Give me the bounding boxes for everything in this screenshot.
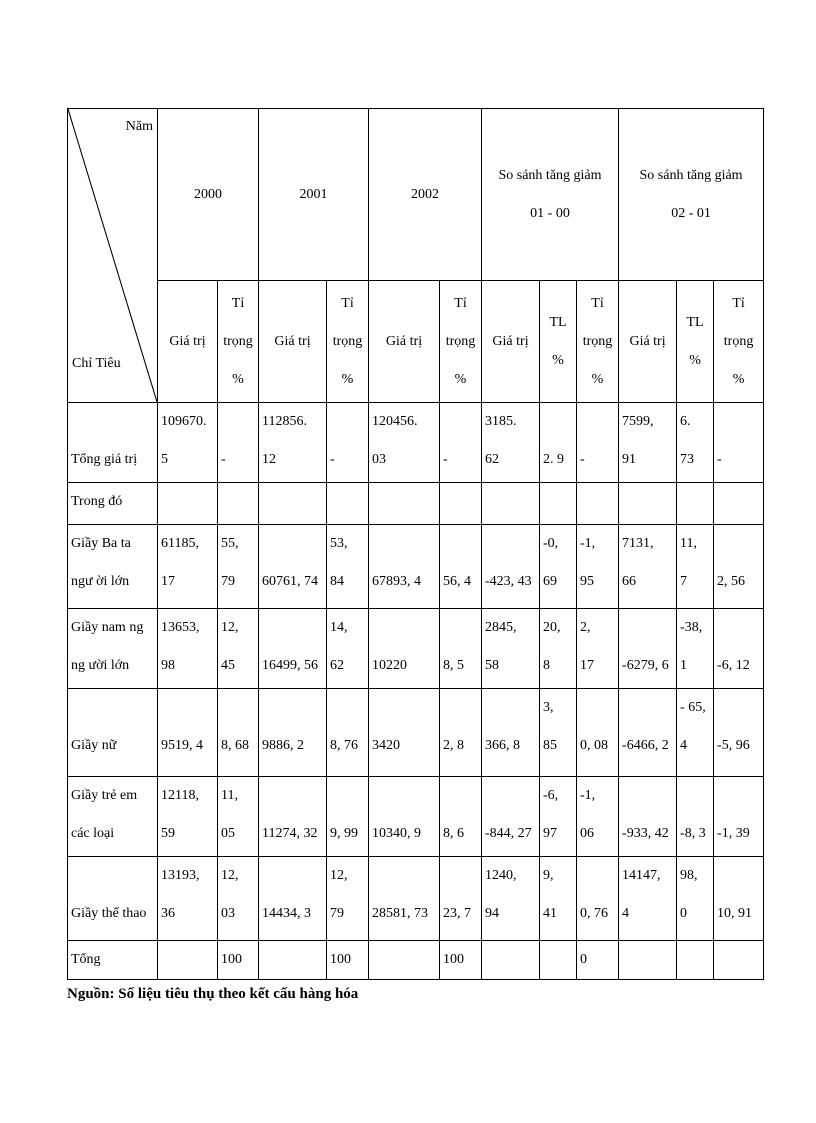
table-cell: -6, 12	[714, 609, 764, 689]
table-cell: 2, 56	[714, 525, 764, 609]
table-row	[68, 941, 764, 980]
table-cell: 11, 7	[677, 525, 714, 609]
subheader-row	[68, 281, 764, 403]
table-cell: 14147, 4	[619, 857, 677, 941]
table-cell: 60761, 74	[259, 525, 327, 609]
table-cell: 12118, 59	[158, 777, 218, 857]
table-cell	[158, 483, 218, 525]
table-cell: 0, 76	[577, 857, 619, 941]
table-cell: -5, 96	[714, 689, 764, 777]
row-label: Tổng	[68, 941, 158, 980]
table-cell: 28581, 73	[369, 857, 440, 941]
subheader-value: Giá trị	[482, 281, 540, 403]
table-row	[68, 609, 764, 689]
year-2000-header: 2000	[158, 109, 259, 281]
table-cell	[440, 483, 482, 525]
table-cell: 120456. 03	[369, 403, 440, 483]
table-cell: 2, 17	[577, 609, 619, 689]
source-note: Nguồn: Số liệu tiêu thụ theo kết cấu hàng hóa	[67, 986, 359, 1002]
table-cell: 109670. 5	[158, 403, 218, 483]
table-cell: 23, 7	[440, 857, 482, 941]
table-cell: 100	[440, 941, 482, 980]
subheader-weight: Tỉ trọng %	[440, 281, 482, 403]
corner-indicator-label: Chỉ Tiêu	[72, 356, 121, 371]
table-cell	[259, 483, 327, 525]
table-cell: 2. 9	[540, 403, 577, 483]
subheader-weight: Tỉ trọng %	[327, 281, 369, 403]
table-cell	[619, 483, 677, 525]
table-cell	[714, 483, 764, 525]
table-cell: -6, 97	[540, 777, 577, 857]
row-label: Trong đó	[68, 483, 158, 525]
table-cell: 7599, 91	[619, 403, 677, 483]
table-cell	[218, 483, 259, 525]
table-cell: 3185. 62	[482, 403, 540, 483]
table-cell: -844, 27	[482, 777, 540, 857]
table-cell: 3420	[369, 689, 440, 777]
table-row	[68, 403, 764, 483]
row-label: Giầy nam ng ng ười lớn	[68, 609, 158, 689]
year-2002-header: 2002	[369, 109, 482, 281]
table-cell	[482, 941, 540, 980]
table-cell: 7131, 66	[619, 525, 677, 609]
table-cell: 20, 8	[540, 609, 577, 689]
table-cell	[677, 941, 714, 980]
subheader-weight: Tỉ trọng %	[218, 281, 259, 403]
compare-01-00-header: So sánh tăng giảm 01 - 00	[482, 109, 619, 281]
table-cell	[369, 483, 440, 525]
subheader-weight: Tỉ trọng %	[714, 281, 764, 403]
table-cell: -933, 42	[619, 777, 677, 857]
compare-02-01-header: So sánh tăng giảm 02 - 01	[619, 109, 764, 281]
data-table	[67, 108, 764, 980]
table-row	[68, 857, 764, 941]
table-row	[68, 689, 764, 777]
table-cell: 3, 85	[540, 689, 577, 777]
table-cell: -8, 3	[677, 777, 714, 857]
table-cell: 12, 45	[218, 609, 259, 689]
table-cell	[259, 941, 327, 980]
corner-header	[68, 109, 158, 403]
table-cell: 6. 73	[677, 403, 714, 483]
table-cell: 10220	[369, 609, 440, 689]
table-row	[68, 525, 764, 609]
table-cell: 16499, 56	[259, 609, 327, 689]
subheader-rate: TL %	[677, 281, 714, 403]
table-cell: -38, 1	[677, 609, 714, 689]
table-cell: -1, 95	[577, 525, 619, 609]
table-cell: 100	[327, 941, 369, 980]
subheader-value: Giá trị	[158, 281, 218, 403]
table-cell	[327, 483, 369, 525]
table-cell: -6279, 6	[619, 609, 677, 689]
table-cell: -423, 43	[482, 525, 540, 609]
row-label: Giầy nữ	[68, 689, 158, 777]
table-cell: 366, 8	[482, 689, 540, 777]
table-cell: -6466, 2	[619, 689, 677, 777]
table-cell: 98, 0	[677, 857, 714, 941]
table-cell	[369, 941, 440, 980]
year-2001-header: 2001	[259, 109, 369, 281]
table-cell	[619, 941, 677, 980]
table-cell: 12, 03	[218, 857, 259, 941]
table-cell: 12, 79	[327, 857, 369, 941]
table-cell: 9519, 4	[158, 689, 218, 777]
table-cell: 61185, 17	[158, 525, 218, 609]
table-cell: 2, 8	[440, 689, 482, 777]
table-cell	[158, 941, 218, 980]
subheader-rate: TL %	[540, 281, 577, 403]
table-cell: -	[327, 403, 369, 483]
table-cell: 55, 79	[218, 525, 259, 609]
corner-year-label: Năm	[125, 119, 153, 134]
table-cell: 100	[218, 941, 259, 980]
table-cell: 13653, 98	[158, 609, 218, 689]
table-cell: -	[714, 403, 764, 483]
table-cell: 10, 91	[714, 857, 764, 941]
table-cell	[540, 941, 577, 980]
table-cell: 14434, 3	[259, 857, 327, 941]
table-cell: 13193, 36	[158, 857, 218, 941]
table-cell: 0, 08	[577, 689, 619, 777]
table-cell	[540, 483, 577, 525]
table-cell	[482, 483, 540, 525]
table-cell	[577, 483, 619, 525]
subheader-value: Giá trị	[619, 281, 677, 403]
table-cell: 1240, 94	[482, 857, 540, 941]
table-cell: 11274, 32	[259, 777, 327, 857]
table-cell: -1, 06	[577, 777, 619, 857]
table-cell: 0	[577, 941, 619, 980]
subheader-weight: Tỉ trọng %	[577, 281, 619, 403]
table-cell: 56, 4	[440, 525, 482, 609]
row-label: Giầy trẻ em các loại	[68, 777, 158, 857]
table-cell	[677, 483, 714, 525]
table-cell: 112856. 12	[259, 403, 327, 483]
table-cell: 53, 84	[327, 525, 369, 609]
table-cell: - 65, 4	[677, 689, 714, 777]
table-cell: 9, 99	[327, 777, 369, 857]
table-cell: 8, 5	[440, 609, 482, 689]
subheader-value: Giá trị	[259, 281, 327, 403]
table-cell: 67893, 4	[369, 525, 440, 609]
row-label: Giầy Ba ta ngư ời lớn	[68, 525, 158, 609]
table-cell: -1, 39	[714, 777, 764, 857]
table-cell: 9886, 2	[259, 689, 327, 777]
table-cell: 8, 6	[440, 777, 482, 857]
table-cell: 11, 05	[218, 777, 259, 857]
table-cell: -	[218, 403, 259, 483]
table-cell: 8, 76	[327, 689, 369, 777]
table-cell: -	[440, 403, 482, 483]
subheader-value: Giá trị	[369, 281, 440, 403]
table-cell: 8, 68	[218, 689, 259, 777]
table-cell	[714, 941, 764, 980]
table-cell: 14, 62	[327, 609, 369, 689]
row-label: Giầy thể thao	[68, 857, 158, 941]
table-cell: 10340, 9	[369, 777, 440, 857]
table-cell: -	[577, 403, 619, 483]
row-label: Tổng giá trị	[68, 403, 158, 483]
table-cell: -0, 69	[540, 525, 577, 609]
table-row	[68, 777, 764, 857]
table-cell: 2845, 58	[482, 609, 540, 689]
table-row	[68, 483, 764, 525]
table-cell: 9, 41	[540, 857, 577, 941]
